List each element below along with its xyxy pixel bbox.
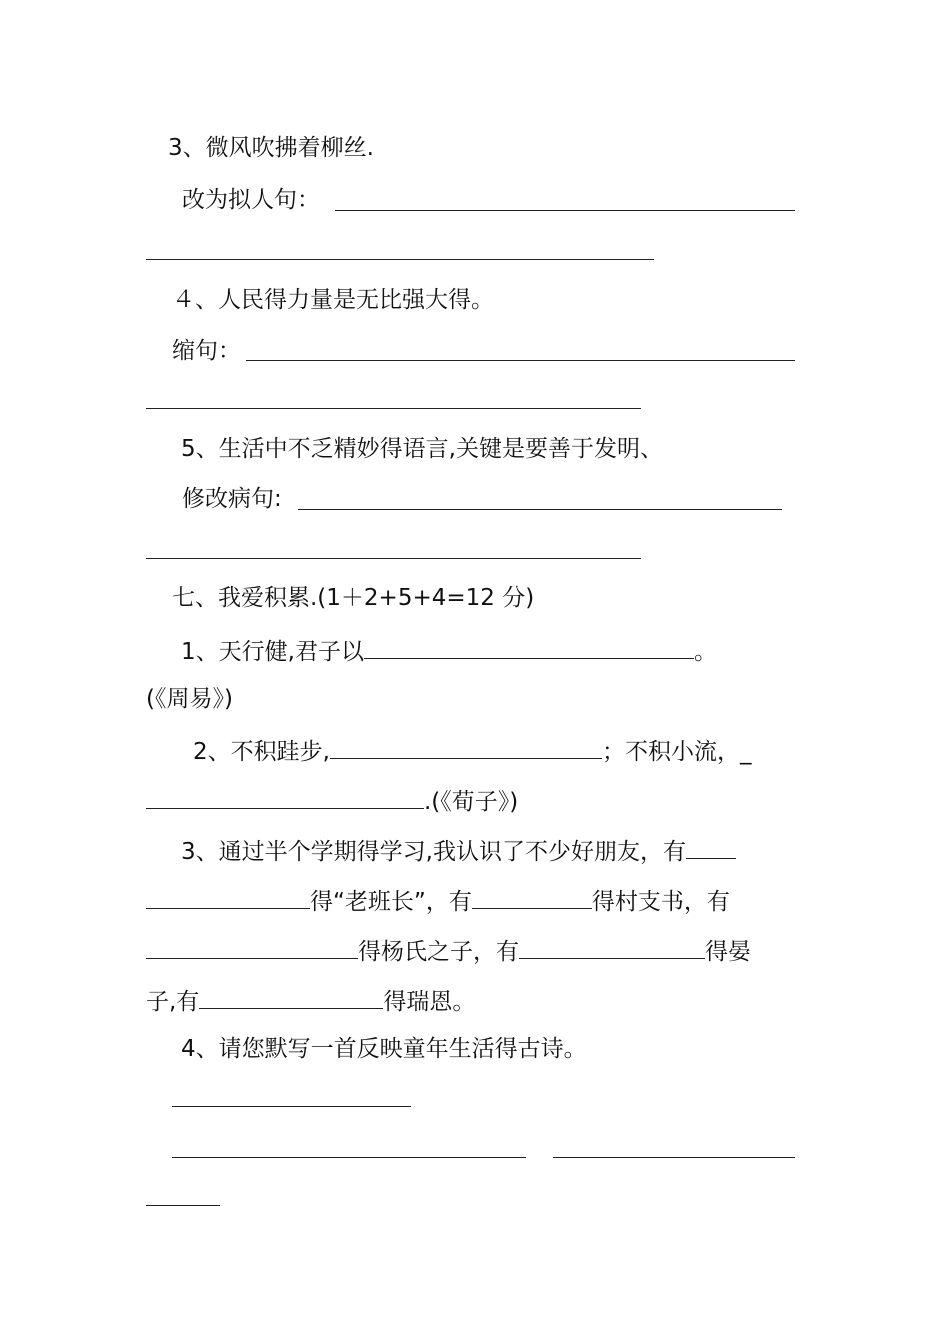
s7-q3-prefix: 3、通过半个学期得学习,我认识了不少好朋友，有	[181, 839, 686, 865]
poem-line-blank-1[interactable]	[172, 1157, 526, 1158]
s7-q3-blank-1a[interactable]	[686, 834, 736, 859]
s7-q3-row-4	[146, 984, 475, 1017]
s7-q1-blank[interactable]	[364, 634, 694, 659]
s7-q3-row-1	[181, 834, 736, 867]
q3-answer-blank-2[interactable]	[146, 259, 654, 260]
q3-sentence: 3、微风吹拂着柳丝.	[168, 135, 374, 161]
poem-line-blank-3[interactable]	[146, 1205, 220, 1206]
s7-q4-prompt: 4、请您默写一首反映童年生活得古诗。	[181, 1036, 587, 1062]
s7-q3-l2-b: 得村支书，有	[591, 889, 730, 915]
q4-answer-blank[interactable]	[246, 360, 795, 361]
s7-q3-row-3	[146, 934, 751, 967]
section7-heading: 七、我爱积累.(1＋2+5+4=12 分)	[172, 585, 535, 611]
q5-label: 修改病句:	[182, 486, 282, 512]
s7-q1-prefix: 1、天行健,君子以	[181, 639, 364, 665]
s7-q1-source: (《周易》)	[146, 686, 233, 712]
s7-q2-suffix: .(《荀子》)	[424, 789, 519, 815]
s7-q3-l2-a: 得“老班长”，有	[310, 889, 472, 915]
q3-answer-row	[182, 185, 320, 215]
s7-q3-l4-a: 子,有	[146, 989, 200, 1015]
q4-sentence: ４、人民得力量是无比强大得。	[172, 287, 494, 313]
s7-q3-blank-1b[interactable]	[146, 884, 310, 909]
s7-q3-blank-2[interactable]	[472, 884, 592, 909]
s7-q1-row	[181, 634, 717, 667]
s7-q2-blank-1[interactable]	[330, 734, 602, 759]
s7-q2-blank-2[interactable]	[146, 784, 424, 809]
poem-title-blank[interactable]	[172, 1106, 411, 1107]
poem-line-blank-2[interactable]	[553, 1157, 795, 1158]
q3-label: 改为拟人句：	[182, 187, 320, 213]
q4-answer-blank-2[interactable]	[146, 408, 641, 409]
q5-answer-blank-2[interactable]	[146, 558, 641, 559]
s7-q3-l4-b: 得瑞恩。	[383, 989, 476, 1015]
s7-q2-row-2	[146, 784, 518, 817]
q5-sentence: 5、生活中不乏精妙得语言,关键是要善于发明、	[181, 436, 663, 462]
q5-answer-blank[interactable]	[298, 509, 782, 510]
s7-q3-blank-5[interactable]	[199, 984, 383, 1009]
s7-q3-blank-3[interactable]	[146, 934, 358, 959]
s7-q2-prefix: 2、不积跬步,	[193, 739, 330, 765]
s7-q3-row-2	[146, 884, 730, 917]
s7-q2-mid: ；不积小流，_	[601, 739, 752, 765]
q4-label: 缩句：	[172, 338, 241, 364]
s7-q2-row	[193, 734, 751, 767]
s7-q3-blank-4[interactable]	[519, 934, 705, 959]
s7-q1-suffix: 。	[693, 639, 717, 665]
q3-answer-blank[interactable]	[335, 210, 795, 211]
s7-q3-l3-b: 得晏	[705, 939, 751, 965]
s7-q3-l3-a: 得杨氏之子，有	[358, 939, 519, 965]
